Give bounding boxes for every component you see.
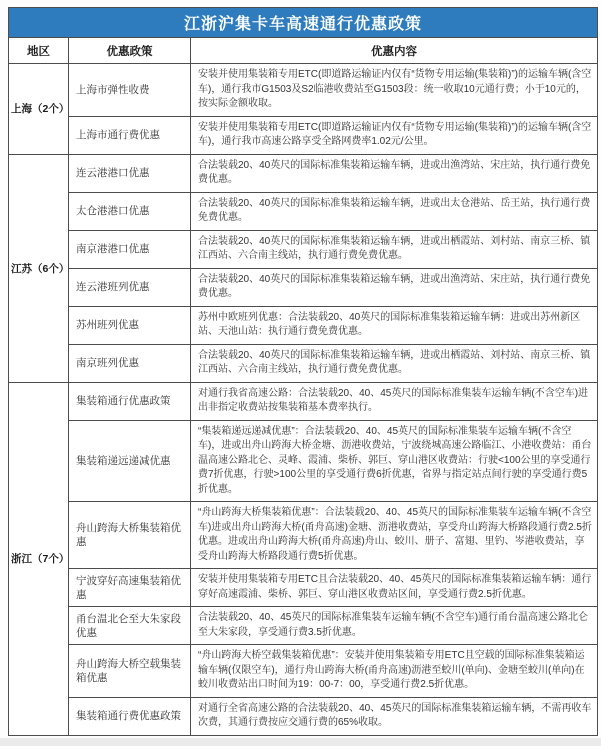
policy-content-cell: 安装并使用集装箱专用ETC(即道路运输证内仅有“货物专用运输(集装箱)”)的运输车辆(含空车)，通行我市G1503及S2临港收费站至G1503段：统一收取10元通行费；小于10元的，按实际金额收取。 <box>191 64 598 117</box>
policy-content-cell: 合法装载20、40英尺的国际标准集装箱运输车辆，进或出栖霞站、刘村站、南京三桥、镇江西站、六合南主线站，执行通行费免费优惠。 <box>191 230 598 268</box>
table-row <box>9 697 598 735</box>
policy-name-cell: 集装箱通行优惠政策 <box>69 382 191 420</box>
table-head <box>9 8 598 64</box>
title-row <box>9 8 598 38</box>
policy-content-cell: 安装并使用集装箱专用ETC且合法装载20、40、45英尺的国际标准集装箱运输车辆：通行穿好高速霞浦、柴桥、郭巨、穿山港区收费站区间，享受通行费2.5折优惠。 <box>191 569 598 607</box>
policy-name-cell: 南京班列优惠 <box>69 344 191 382</box>
table-row <box>9 268 598 306</box>
policy-name-cell: 集装箱递远递减优惠 <box>69 420 191 502</box>
policy-name-cell: 南京港港口优惠 <box>69 230 191 268</box>
policy-name-cell: 宁波穿好高速集装箱优惠 <box>69 569 191 607</box>
policy-name-cell: 连云港班列优惠 <box>69 268 191 306</box>
policy-content-cell: 对通行全省高速公路的合法装载20、40、45英尺的国际标准集装箱运输车辆，不需再收车次费，其通行费按应交通行费的65%收取。 <box>191 697 598 735</box>
page-title: 江浙沪集卡车高速通行优惠政策 <box>9 8 598 38</box>
policy-content-cell: 苏州中欧班列优惠：合法装载20、40英尺的国际标准集装箱运输车辆：进或出苏州新区站、天池山站：执行通行费免费优惠。 <box>191 306 598 344</box>
policy-name-cell: 上海市弹性收费 <box>69 64 191 117</box>
policy-name-cell: 集装箱通行费优惠政策 <box>69 697 191 735</box>
policy-content-cell: “集装箱递远递减优惠”：合法装载20、40、45英尺的国际标准集装车运输车辆(不含空车)，进或出舟山跨海大桥金塘、沥港收费站，宁波绕城高速公路临江、小港收费站：甬台温高速公路北仑、灵峰、霞浦、柴桥、郭巨、穿山港区收费站：行驶<100公里的享受通行费7折优惠，行驶>100公里的享受通行费6折优惠，省界与指定站点间行驶的享受通行费5折优惠。 <box>191 420 598 502</box>
policy-content-cell: 合法装载20、40英尺的国际标准集装箱运输车辆，进或出栖霞站、刘村站、南京三桥、镇江西站、六合南主线站，执行通行费免费优惠。 <box>191 344 598 382</box>
column-header-region: 地区 <box>9 38 69 64</box>
policy-content-cell: “舟山跨海大桥空载集装箱优惠”：安装并使用集装箱专用ETC且空载的国际标准集装箱运输车辆(仅限空车)，通行舟山跨海大桥(甬舟高速)沥港至蛟川(单向)、金塘至蛟川(单向)在蛟川收费站出口时间为19：00-7：00，享受通行费2.5折优惠。 <box>191 645 598 698</box>
policy-content-cell: 安装并使用集装箱专用ETC(即道路运输证内仅有“货物专用运输(集装箱)”)的运输车辆(含空车)，通行我市高速公路享受全路网费率1.02元/公里。 <box>191 116 598 154</box>
policy-content-cell: 合法装载20、40英尺的国际标准集装箱运输车辆，进或出渔湾站、宋庄站，执行通行费免费优惠。 <box>191 268 598 306</box>
table-row <box>9 306 598 344</box>
table-body <box>9 64 598 736</box>
table-row <box>9 154 598 192</box>
table-row <box>9 230 598 268</box>
policy-name-cell: 连云港港口优惠 <box>69 154 191 192</box>
table-row <box>9 420 598 502</box>
policy-content-cell: 对通行我省高速公路：合法装载20、40、45英尺的国际标准集装车运输车辆(不含空车)进出非指定收费站按集装箱基本费率执行。 <box>191 382 598 420</box>
policy-name-cell: 甬台温北仑至大朱家段优惠 <box>69 607 191 645</box>
policy-content-cell: 合法装载20、40、45英尺的国际标准集装车运输车辆(不含空车)通行甬台温高速公路北仑至大朱家段，享受通行费3.5折优惠。 <box>191 607 598 645</box>
column-header-row <box>9 38 598 64</box>
policy-content-cell: 合法装载20、40英尺的国际标准集装箱运输车辆，进或出渔湾站、宋庄站，执行通行费免费优惠。 <box>191 154 598 192</box>
policy-name-cell: 太仓港港口优惠 <box>69 192 191 230</box>
table-row <box>9 502 598 569</box>
policy-name-cell: 舟山跨海大桥集装箱优惠 <box>69 502 191 569</box>
table-row <box>9 607 598 645</box>
column-header-content: 优惠内容 <box>191 38 598 64</box>
region-cell: 江苏（6个） <box>9 154 69 382</box>
policy-content-cell: “舟山跨海大桥集装箱优惠”：合法装载20、40、45英尺的国际标准集装车运输车辆(不含空车)进或出舟山跨海大桥(甬舟高速)金塘、沥港收费站，享受舟山跨海大桥路段通行费2.5折优惠。进或出舟山跨海大桥(甬舟高速)舟山、蛟川、册子、富翅、里钓、岑港收费站，享受舟山跨海大桥路段通行费5折优惠。 <box>191 502 598 569</box>
table-row <box>9 382 598 420</box>
table-row <box>9 569 598 607</box>
column-header-policy: 优惠政策 <box>69 38 191 64</box>
region-cell: 上海（2个） <box>9 64 69 155</box>
table-row <box>9 116 598 154</box>
policy-content-cell: 合法装载20、40英尺的国际标准集装箱运输车辆，进或出太仓港站、岳王站，执行通行费免费优惠。 <box>191 192 598 230</box>
table-row <box>9 64 598 117</box>
policy-name-cell: 苏州班列优惠 <box>69 306 191 344</box>
policy-name-cell: 舟山跨海大桥空载集装箱优惠 <box>69 645 191 698</box>
table-row <box>9 344 598 382</box>
region-cell: 浙江（7个） <box>9 382 69 735</box>
policy-name-cell: 上海市通行费优惠 <box>69 116 191 154</box>
table-row <box>9 645 598 698</box>
page-bottom-strip <box>0 738 601 746</box>
policy-table <box>8 7 598 736</box>
table-row <box>9 192 598 230</box>
